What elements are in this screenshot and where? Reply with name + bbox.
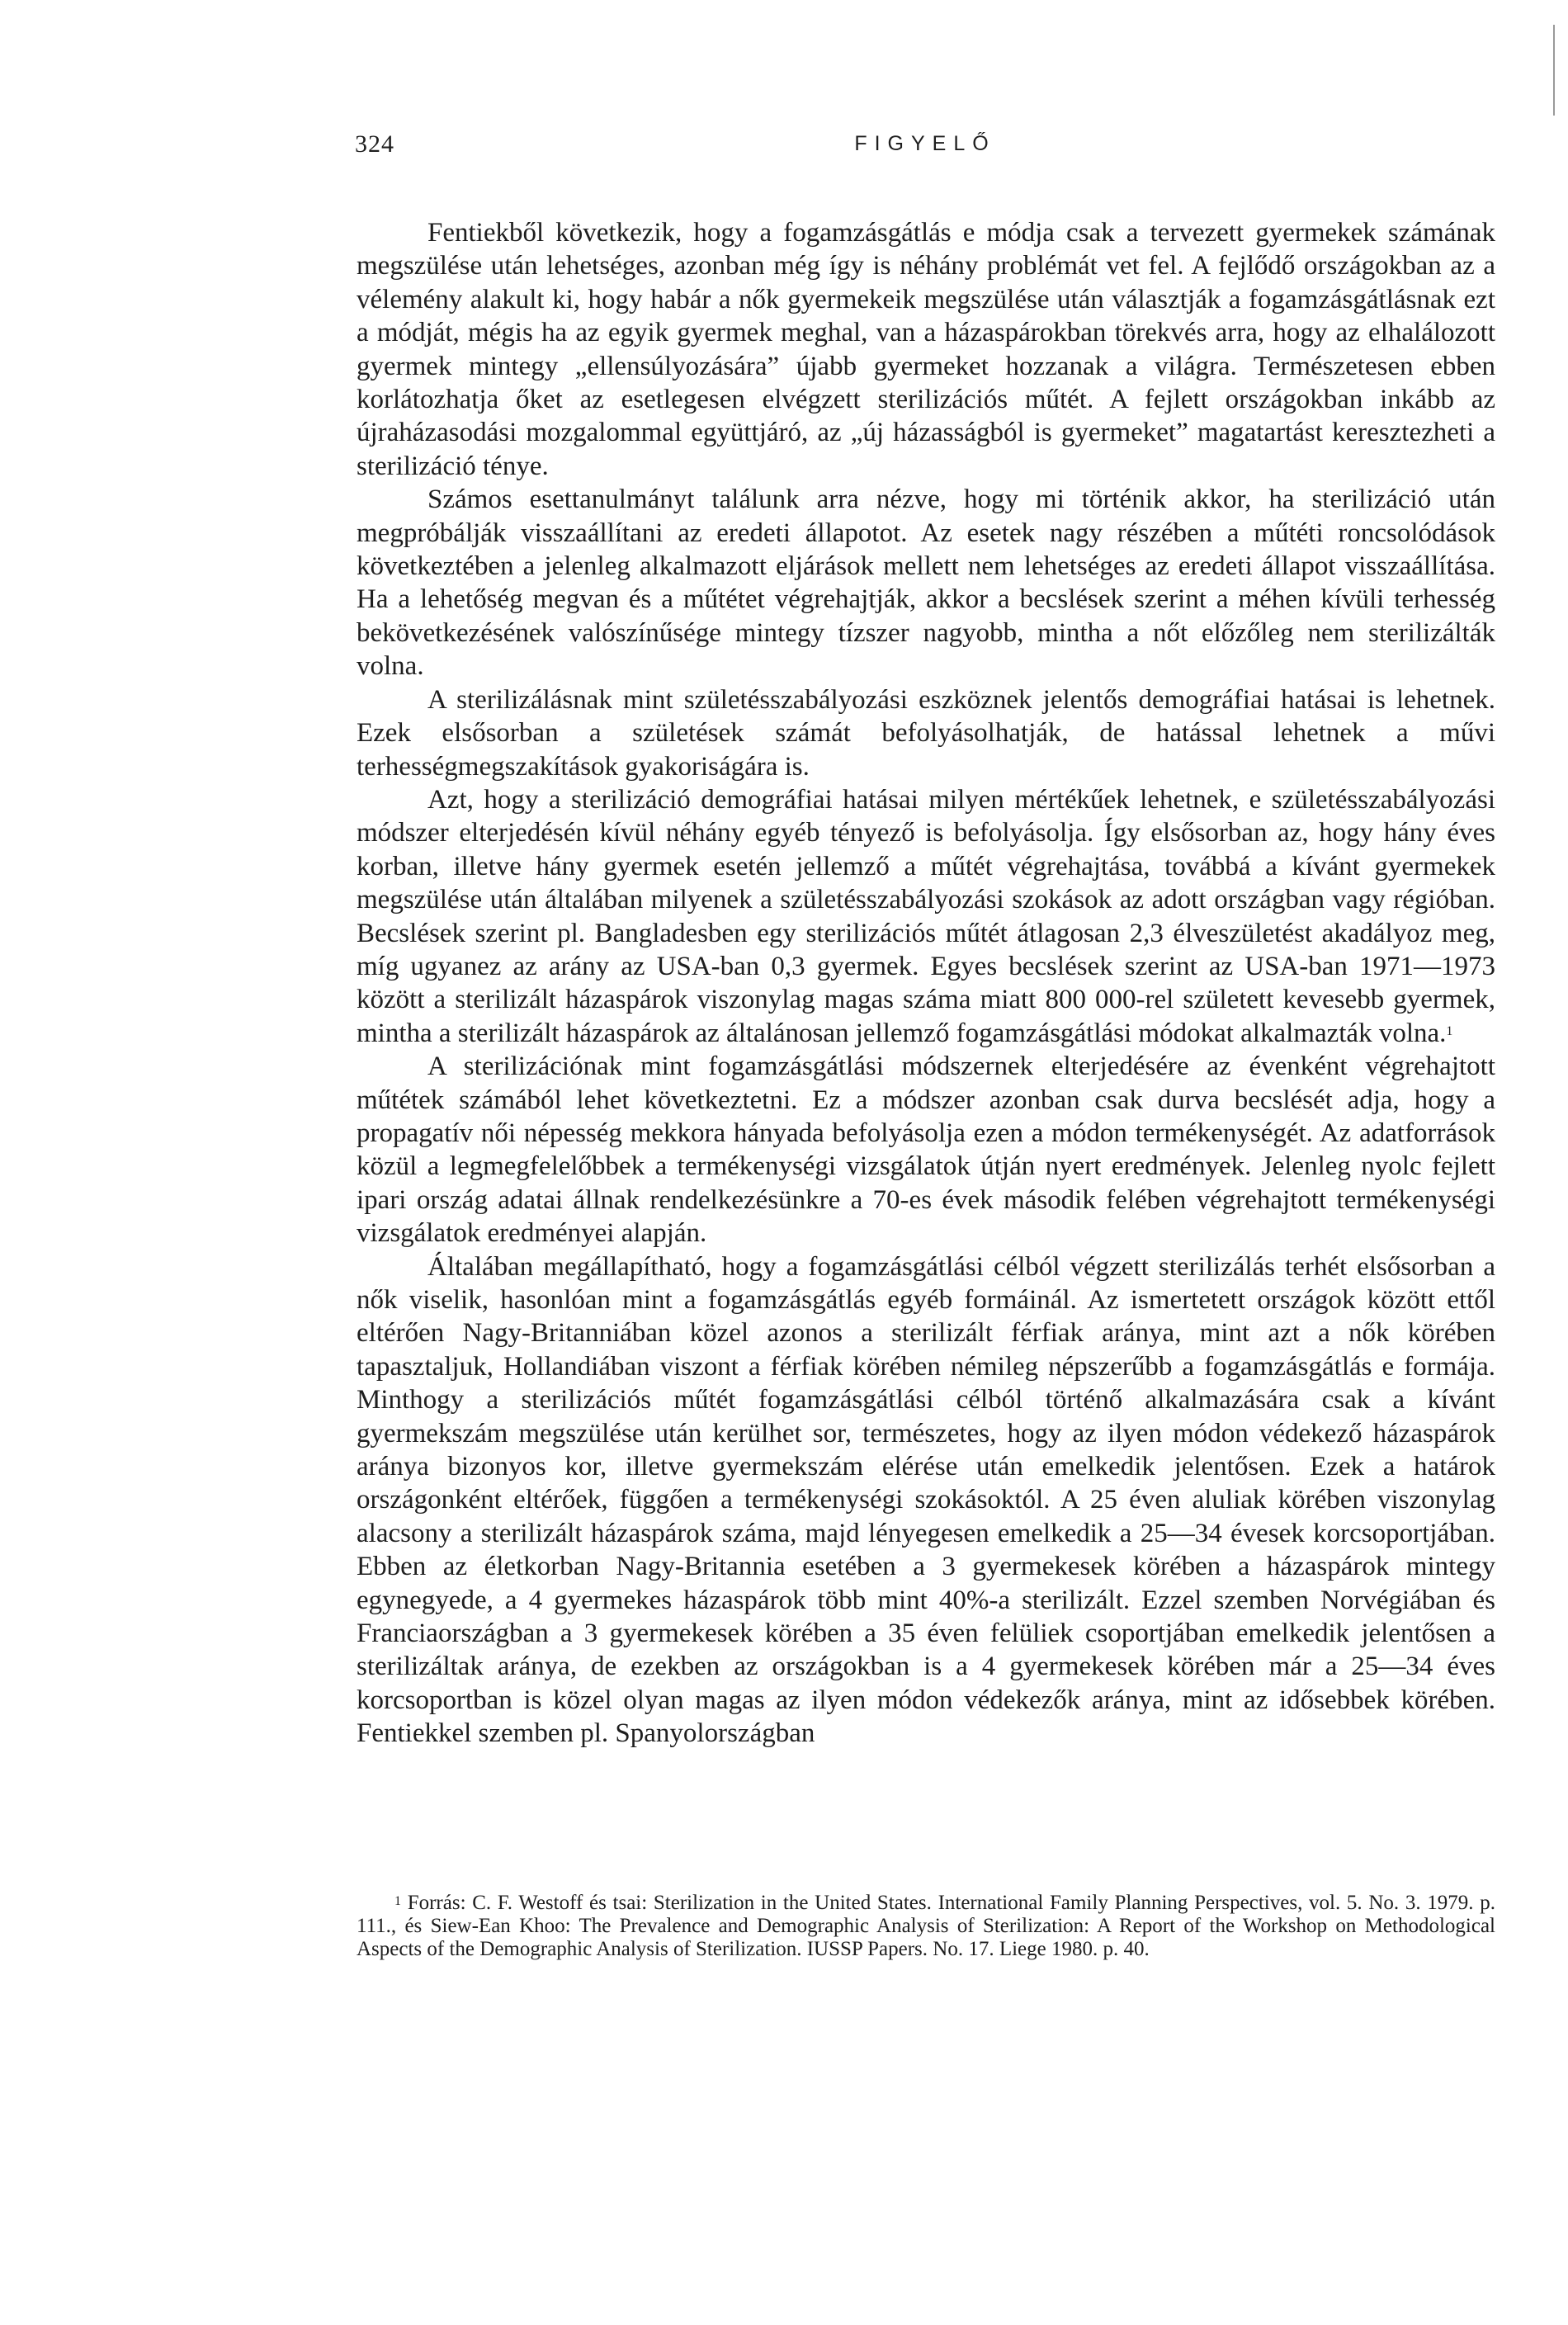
paragraph-1: Fentiekből következik, hogy a fogamzásgátlás e módja csak a tervezett gyermekek számának megszülése után lehetséges, azonban még így is néhány problémát vet fel. A fejlődő országokban az a vélemény alakult ki, hogy habár a nők gyermekeik megszülése után választják a fogamzásgátlásnak ezt a módját, mégis ha az egyik gyermek meghal, van a házaspárokban törekvés arra, hogy az elhalálozott gyermek mintegy „ellensúlyozására” újabb gyermeket hozzanak a világra. Természetesen ebben korlátozhatja őket az esetlegesen elvégzett sterilizációs műtét. A fejlett országokban inkább az újraházasodási mozgalommal együttjáró, az „új házasságból is gyermeket” magatartást keresztezheti a sterilizáció ténye.: [357, 218, 1495, 481]
paragraph-4: [357, 783, 1495, 1050]
footnote-marker: 1: [394, 1894, 401, 1908]
footnote-area: [357, 1892, 1495, 1961]
paragraph-6: Általában megállapítható, hogy a fogamzásgátlási célból végzett sterilizálás terhét elsősorban a nők viselik, hasonlóan mint a fogamzásgátlás egyéb formáinál. Az ismertetett országok között ettől eltérően Nagy-Britanniában közel azonos a sterilizált férfiak aránya, mint azt a nők körében tapasztaljuk, Hollandiában viszont a férfiak körében némileg népszerűbb a fogamzásgátlás e formája. Minthogy a sterilizációs műtét fogamzásgátlási célból történő alkalmazására csak a kívánt gyermekszám megszülése után kerülhet sor, természetes, hogy az ilyen módon védekező házaspárok aránya bizonyos kor, illetve gyermekszám elérése után emelkedik jelentősen. Ezek a határok országonként eltérőek, függően a termékenységi szokásoktól. A 25 éven aluliak körében viszonylag alacsony a sterilizált házaspárok száma, majd lényegesen emelkedik a 25—34 évesek korcsoportjában. Ebben az életkorban Nagy-Britannia esetében a 3 gyermekesek körében a házaspárok mintegy egynegyede, a 4 gyermekes házaspárok több mint 40%-a sterilizált. Ezzel szemben Norvégiában és Franciaországban a 3 gyermekesek körében a 35 éven felüliek csoportjában emelkedik jelentősen a sterilizáltak aránya, de ezekben az országokban is a 4 gyermekesek körében már a 25—34 éves korcsoportban is közel olyan magas az ilyen módon védekezők aránya, mint az idősebbek körében. Fentiekkel szemben pl. Spanyolországban: [357, 1251, 1495, 1749]
page-number: 324: [355, 130, 394, 158]
footnote: [357, 1892, 1495, 1961]
footnote-text: Forrás: C. F. Westoff és tsai: Sterilization in the United States. International Family Planning Perspectives, vol. 5. No. 3. 1979. p. 111., és Siew-Ean Khoo: The Prevalence and Demographic Analysis of Sterilization: A Report of the Workshop on Methodological Aspects of the Demographic Analysis of Sterilization. IUSSP Papers. No. 17. Liege 1980. p. 40.: [357, 1892, 1496, 1960]
paragraph-2: Számos esettanulmányt találunk arra nézve, hogy mi történik akkor, ha sterilizáció után megpróbálják visszaállítani az eredeti állapotot. Az esetek nagy részében a műtéti roncsolódások következtében a jelenleg alkalmazott eljárások mellett nem lehetséges az eredeti állapot visszaállítása. Ha a lehetőség megvan és a műtétet végrehajtják, akkor a becslések szerint a méhen kívüli terhesség bekövetkezésének valószínűsége mintegy tízszer nagyobb, mintha a nőt előzőleg nem sterilizálták volna.: [357, 484, 1495, 682]
running-head: FIGYELŐ: [854, 132, 996, 155]
paragraph-4-text: Azt, hogy a sterilizáció demográfiai hatásai milyen mértékűek lehetnek, e születésszabályozási módszer elterjedésén kívül néhány egyéb tényező is befolyásolja. Így elsősorban az, hogy hány éves korban, illetve hány gyermek esetén jellemző a műtét végrehajtása, továbbá a kívánt gyermekek megszülése után általában milyenek a születésszabályozási szokások az adott országban vagy régióban. Becslések szerint pl. Bangladesben egy sterilizációs műtét átlagosan 2,3 élveszületést akadályoz meg, míg ugyanez az arány az USA-ban 0,3 gyermek. Egyes becslések szerint az USA-ban 1971—1973 között a sterilizált házaspárok viszonylag magas száma miatt 800 000-rel született kevesebb gyermek, mintha a sterilizált házaspárok az általánosan jellemző fogamzásgátlási módokat alkalmazták volna.: [357, 784, 1495, 1048]
page-header: [355, 130, 1495, 172]
paragraph-3: A sterilizálásnak mint születésszabályozási eszköznek jelentős demográfiai hatásai is lehetnek. Ezek elsősorban a születések számát befolyásolhatják, de hatással lehetnek a művi terhességmegszakítások gyakoriságára is.: [357, 684, 1495, 782]
paragraph-5: A sterilizációnak mint fogamzásgátlási módszernek elterjedésére az évenként végrehajtott műtétek számából lehet következtetni. Ez a módszer azonban csak durva becslését adja, hogy a propagatív női népesség mekkora hányada befolyásolja ezen a módon termékenységét. Az adatforrások közül a legmegfelelőbbek a termékenységi vizsgálatok útján nyert eredmények. Jelenleg nyolc fejlett ipari ország adatai állnak rendelkezésünkre a 70-es évek második felében végrehajtott termékenységi vizsgálatok eredményei alapján.: [357, 1051, 1495, 1249]
scan-edge-line: [1553, 25, 1555, 116]
footnote-reference[interactable]: 1: [1446, 1023, 1453, 1038]
body-text: [357, 216, 1495, 1751]
